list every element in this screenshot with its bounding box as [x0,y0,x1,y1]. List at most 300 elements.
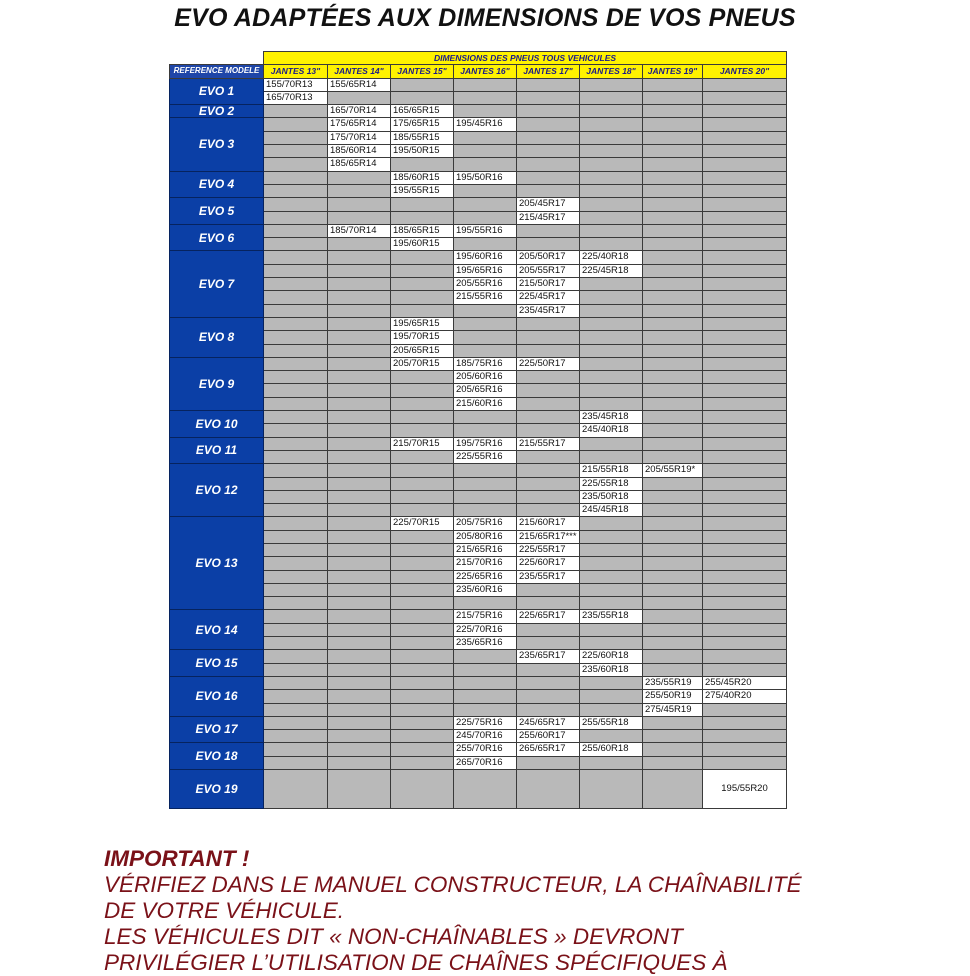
empty-cell [643,663,703,676]
model-reference: EVO 4 [170,171,264,198]
model-reference: EVO 12 [170,464,264,517]
empty-cell [264,690,328,703]
empty-cell [328,331,391,344]
empty-cell [264,770,328,809]
empty-cell [454,703,517,716]
empty-cell [264,118,328,131]
table-row [170,78,787,91]
empty-cell [643,91,703,104]
empty-cell [328,543,391,556]
empty-cell [580,291,643,304]
tire-size-cell: 195/45R16 [454,118,517,131]
empty-cell [517,676,580,689]
empty-cell [517,597,580,610]
tire-size-cell: 225/55R17 [517,543,580,556]
empty-cell [643,291,703,304]
model-reference: EVO 6 [170,224,264,251]
empty-cell [328,211,391,224]
notice-line: DE VOTRE VÉHICULE. [104,898,345,923]
empty-cell [328,504,391,517]
tire-size-cell: 205/75R16 [454,517,517,530]
empty-cell [454,158,517,171]
empty-cell [264,344,328,357]
empty-cell [454,344,517,357]
empty-cell [703,610,787,623]
empty-cell [328,198,391,211]
empty-cell [391,198,454,211]
empty-cell [517,663,580,676]
empty-cell [328,344,391,357]
empty-cell [703,344,787,357]
empty-cell [328,238,391,251]
empty-cell [580,543,643,556]
tire-size-cell: 215/55R18 [580,464,643,477]
tire-size-cell: 225/45R18 [580,264,643,277]
tire-size-cell: 235/50R18 [580,490,643,503]
empty-cell [328,490,391,503]
empty-cell [391,477,454,490]
empty-cell [454,78,517,91]
empty-cell [264,450,328,463]
notice-heading: IMPORTANT ! [104,846,250,871]
table-row [170,105,787,118]
tire-size-cell: 195/55R16 [454,224,517,237]
empty-cell [643,543,703,556]
empty-cell [580,105,643,118]
empty-cell [580,557,643,570]
empty-cell [391,663,454,676]
empty-cell [517,477,580,490]
tire-size-cell: 235/45R17 [517,304,580,317]
table-row [170,437,787,450]
empty-cell [517,490,580,503]
empty-cell [264,703,328,716]
tire-size-cell: 225/40R18 [580,251,643,264]
empty-cell [703,145,787,158]
empty-cell [580,171,643,184]
tire-size-cell: 205/80R16 [454,530,517,543]
empty-cell [517,131,580,144]
tire-size-cell: 195/60R16 [454,251,517,264]
empty-cell [517,331,580,344]
empty-cell [454,198,517,211]
empty-cell [328,477,391,490]
empty-cell [580,131,643,144]
model-reference: EVO 7 [170,251,264,317]
tire-size-cell: 205/70R15 [391,357,454,370]
tire-size-cell: 165/70R13 [264,91,328,104]
tire-size-cell: 255/60R18 [580,743,643,756]
tire-size-cell: 185/55R15 [391,131,454,144]
tire-size-cell: 235/55R19 [643,676,703,689]
empty-cell [643,397,703,410]
empty-cell [703,331,787,344]
column-header: JANTES 14" [328,65,391,78]
table-row [170,650,787,663]
table-row [170,716,787,729]
empty-cell [391,397,454,410]
table-row [170,743,787,756]
empty-cell [703,118,787,131]
empty-cell [454,411,517,424]
empty-cell [643,583,703,596]
empty-cell [643,131,703,144]
empty-cell [264,477,328,490]
empty-cell [643,357,703,370]
empty-cell [264,557,328,570]
empty-cell [703,743,787,756]
empty-cell [391,291,454,304]
empty-cell [580,623,643,636]
empty-cell [328,583,391,596]
empty-cell [703,131,787,144]
empty-cell [643,304,703,317]
tire-size-cell: 215/70R16 [454,557,517,570]
empty-cell [454,304,517,317]
empty-cell [454,424,517,437]
empty-cell [643,224,703,237]
empty-cell [580,371,643,384]
empty-cell [264,317,328,330]
empty-cell [517,464,580,477]
empty-cell [264,211,328,224]
column-header: JANTES 13" [264,65,328,78]
empty-cell [517,344,580,357]
empty-cell [328,676,391,689]
tire-size-cell: 225/55R18 [580,477,643,490]
column-header: JANTES 18" [580,65,643,78]
empty-cell [580,530,643,543]
empty-cell [580,570,643,583]
empty-cell [643,650,703,663]
tire-size-cell: 215/75R16 [454,610,517,623]
empty-cell [580,304,643,317]
empty-cell [703,530,787,543]
empty-cell [643,317,703,330]
empty-cell [264,543,328,556]
empty-cell [264,331,328,344]
empty-cell [328,663,391,676]
empty-cell [643,278,703,291]
empty-cell [703,304,787,317]
empty-cell [264,650,328,663]
empty-cell [517,224,580,237]
tire-size-cell: 165/70R14 [328,105,391,118]
empty-cell [328,730,391,743]
empty-cell [703,184,787,197]
tire-size-cell: 205/60R16 [454,371,517,384]
empty-cell [580,184,643,197]
empty-cell [391,424,454,437]
empty-cell [517,238,580,251]
tire-size-cell: 235/60R16 [454,583,517,596]
empty-cell [328,703,391,716]
empty-cell [703,317,787,330]
empty-cell [580,730,643,743]
tire-size-cell: 215/65R16 [454,543,517,556]
empty-cell [264,158,328,171]
empty-cell [580,770,643,809]
empty-cell [264,184,328,197]
empty-cell [643,118,703,131]
empty-cell [328,716,391,729]
model-reference: EVO 10 [170,411,264,438]
empty-cell [703,477,787,490]
tire-size-cell: 245/40R18 [580,424,643,437]
super-header: DIMENSIONS DES PNEUS TOUS VEHICULES [264,52,787,65]
empty-cell [703,264,787,277]
empty-cell [264,716,328,729]
empty-cell [643,570,703,583]
empty-cell [264,304,328,317]
empty-cell [517,105,580,118]
empty-cell [328,357,391,370]
tire-size-cell: 225/70R15 [391,517,454,530]
tire-size-cell: 155/65R14 [328,78,391,91]
column-header: JANTES 16" [454,65,517,78]
tire-size-cell: 245/65R17 [517,716,580,729]
empty-cell [328,397,391,410]
empty-cell [328,411,391,424]
empty-cell [391,623,454,636]
notice-line: PRIVILÉGIER L’UTILISATION DE CHAÎNES SPÉCIFIQUES À [104,950,728,975]
empty-cell [643,477,703,490]
tire-size-cell: 195/65R16 [454,264,517,277]
column-header-row [170,65,787,78]
empty-cell [703,597,787,610]
model-reference: EVO 2 [170,105,264,118]
tire-size-cell: 195/50R16 [454,171,517,184]
tire-size-cell: 205/55R19* [643,464,703,477]
empty-cell [391,464,454,477]
empty-cell [703,411,787,424]
empty-cell [580,690,643,703]
empty-cell [391,278,454,291]
empty-cell [703,450,787,463]
empty-cell [580,238,643,251]
empty-cell [328,437,391,450]
empty-cell [264,756,328,769]
empty-cell [580,384,643,397]
empty-cell [264,384,328,397]
tire-size-cell: 185/70R14 [328,224,391,237]
tire-size-cell: 195/75R16 [454,437,517,450]
table-row [170,517,787,530]
tire-size-cell: 215/45R17 [517,211,580,224]
empty-cell [391,756,454,769]
empty-cell [328,650,391,663]
empty-cell [391,703,454,716]
empty-cell [264,530,328,543]
tire-size-cell: 225/65R16 [454,570,517,583]
empty-cell [391,251,454,264]
empty-cell [580,450,643,463]
empty-cell [454,317,517,330]
model-reference: EVO 9 [170,357,264,410]
empty-cell [703,357,787,370]
empty-cell [264,517,328,530]
tire-size-cell: 225/60R17 [517,557,580,570]
empty-cell [643,597,703,610]
empty-cell [264,610,328,623]
table-row [170,198,787,211]
empty-cell [328,557,391,570]
tire-size-cell: 195/65R15 [391,317,454,330]
table-row [170,464,787,477]
empty-cell [328,530,391,543]
empty-cell [264,637,328,650]
empty-cell [264,570,328,583]
empty-cell [643,530,703,543]
empty-cell [391,91,454,104]
empty-cell [643,623,703,636]
tire-size-cell: 235/45R18 [580,411,643,424]
tire-size-cell: 255/70R16 [454,743,517,756]
table-row [170,118,787,131]
empty-cell [580,637,643,650]
empty-cell [580,357,643,370]
empty-cell [703,91,787,104]
empty-cell [517,158,580,171]
table-row [170,317,787,330]
empty-cell [643,637,703,650]
tire-size-cell: 195/50R15 [391,145,454,158]
tire-size-cell: 225/55R16 [454,450,517,463]
empty-cell [703,224,787,237]
empty-cell [517,397,580,410]
empty-cell [328,770,391,809]
tire-size-cell: 185/75R16 [454,357,517,370]
tire-size-cell: 245/70R16 [454,730,517,743]
empty-cell [391,504,454,517]
empty-cell [328,637,391,650]
table-row [170,610,787,623]
empty-cell [703,437,787,450]
empty-cell [703,397,787,410]
table-row [170,770,787,809]
empty-cell [517,703,580,716]
model-reference: EVO 11 [170,437,264,464]
empty-cell [328,450,391,463]
empty-cell [454,690,517,703]
table-row [170,676,787,689]
empty-cell [328,464,391,477]
empty-cell [580,756,643,769]
empty-cell [391,264,454,277]
tire-size-cell: 235/65R17 [517,650,580,663]
empty-cell [703,504,787,517]
tire-size-cell: 205/55R16 [454,278,517,291]
empty-cell [328,371,391,384]
empty-cell [703,703,787,716]
empty-cell [703,756,787,769]
tire-size-cell: 175/70R14 [328,131,391,144]
empty-cell [703,251,787,264]
tire-size-cell: 275/45R19 [643,703,703,716]
tire-size-cell: 215/70R15 [391,437,454,450]
tire-size-cell: 205/50R17 [517,251,580,264]
header-spacer [170,52,264,65]
empty-cell [264,730,328,743]
tire-size-cell: 235/55R18 [580,610,643,623]
empty-cell [517,637,580,650]
empty-cell [643,264,703,277]
empty-cell [391,597,454,610]
super-header-row [170,52,787,65]
empty-cell [580,317,643,330]
tire-size-cell: 205/65R16 [454,384,517,397]
notice-line: LES VÉHICULES DIT « NON-CHAÎNABLES » DEVRONT [104,924,683,949]
model-reference: EVO 1 [170,78,264,105]
empty-cell [391,716,454,729]
empty-cell [328,251,391,264]
empty-cell [643,145,703,158]
empty-cell [454,211,517,224]
tire-size-cell: 255/50R19 [643,690,703,703]
empty-cell [643,756,703,769]
empty-cell [580,583,643,596]
empty-cell [328,304,391,317]
empty-cell [454,504,517,517]
empty-cell [454,464,517,477]
table-row [170,411,787,424]
tire-size-cell: 205/45R17 [517,198,580,211]
empty-cell [454,477,517,490]
column-header: JANTES 15" [391,65,454,78]
empty-cell [264,490,328,503]
empty-cell [264,583,328,596]
empty-cell [454,184,517,197]
empty-cell [580,331,643,344]
empty-cell [580,397,643,410]
tire-size-cell: 265/70R16 [454,756,517,769]
empty-cell [703,238,787,251]
tire-size-cell: 215/50R17 [517,278,580,291]
empty-cell [580,224,643,237]
empty-cell [517,145,580,158]
tire-size-cell: 255/45R20 [703,676,787,689]
tire-size-cell: 255/55R18 [580,716,643,729]
empty-cell [264,464,328,477]
empty-cell [391,371,454,384]
empty-cell [517,411,580,424]
empty-cell [391,530,454,543]
empty-cell [643,211,703,224]
empty-cell [454,91,517,104]
empty-cell [391,610,454,623]
empty-cell [264,251,328,264]
empty-cell [264,397,328,410]
tire-size-cell: 185/65R15 [391,224,454,237]
model-reference: EVO 19 [170,770,264,809]
empty-cell [517,424,580,437]
tire-size-cell: 215/55R16 [454,291,517,304]
empty-cell [580,198,643,211]
empty-cell [264,663,328,676]
empty-cell [703,424,787,437]
empty-cell [580,78,643,91]
tire-size-cell: 265/65R17 [517,743,580,756]
empty-cell [643,490,703,503]
empty-cell [517,91,580,104]
empty-cell [264,504,328,517]
empty-cell [264,264,328,277]
empty-cell [264,424,328,437]
model-reference: EVO 8 [170,317,264,357]
empty-cell [703,716,787,729]
empty-cell [264,224,328,237]
tire-size-cell: 235/65R16 [454,637,517,650]
